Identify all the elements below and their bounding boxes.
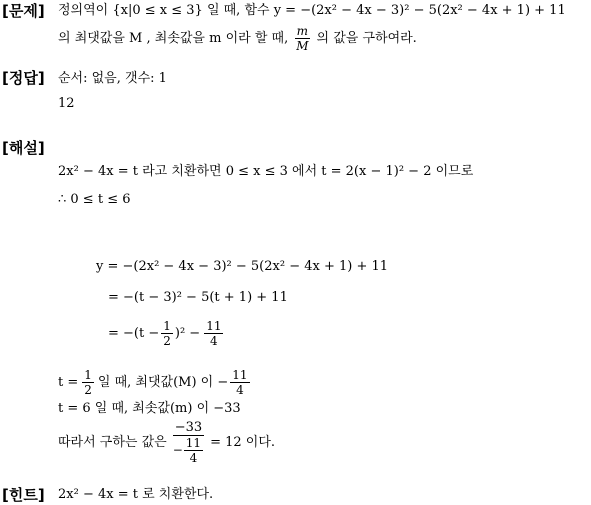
equation-2: = −(t − 3)² − 5(t + 1) + 11 — [108, 290, 288, 305]
problem-fraction — [294, 25, 310, 52]
equation-3-half-numerator: 1 — [163, 318, 171, 333]
equation-3-eleven-denominator: 4 — [210, 333, 218, 348]
equation-3 — [108, 314, 224, 352]
max-line-text-a: t = — [58, 374, 79, 390]
equation-1: y = −(2x² − 4x − 3)² − 5(2x² − 4x + 1) + 11 — [96, 259, 389, 274]
problem-fraction-denominator: M — [296, 38, 309, 53]
equation-3-fraction-eleven-quarters — [204, 320, 223, 347]
max-line-half-denominator: 2 — [84, 382, 92, 397]
max-line-fraction-half — [82, 369, 94, 396]
hint-label: [힌트] — [2, 486, 45, 504]
answer-label: [정답] — [2, 69, 45, 87]
equation-3-text-b: )² − — [174, 325, 201, 341]
final-denominator-denominator: 4 — [189, 450, 198, 465]
equation-3-fraction-half — [161, 320, 173, 347]
equation-3-half-denominator: 2 — [163, 333, 171, 348]
final-complex-fraction — [171, 421, 206, 464]
final-line-text-b: = 12 이다. — [210, 434, 276, 450]
max-line-fraction-eleven-quarters — [230, 369, 249, 396]
equation-3-text-a: = −(t − — [108, 325, 160, 341]
problem-fraction-numerator: m — [296, 23, 309, 38]
final-line — [58, 414, 275, 470]
max-line — [58, 364, 251, 400]
final-fraction-numerator: −33 — [174, 419, 203, 435]
answer-value: 12 — [58, 96, 75, 111]
max-line-eleven-numerator: 11 — [232, 367, 248, 382]
problem-line-2-text-b: 의 값을 구하여라. — [316, 30, 417, 46]
min-line: t = 6 일 때, 최솟값(m) 이 −33 — [58, 401, 241, 416]
max-line-eleven-denominator: 4 — [236, 382, 244, 397]
final-denominator-sign: − — [172, 443, 183, 457]
problem-label: [문제] — [2, 2, 45, 20]
final-denominator-fraction — [184, 437, 203, 464]
answer-line-1: 순서: 없음, 갯수: 1 — [58, 71, 167, 86]
final-line-text-a: 따라서 구하는 값은 — [58, 434, 167, 450]
final-fraction-denominator — [171, 436, 206, 464]
problem-line-2 — [58, 22, 417, 54]
final-denominator-numerator: 11 — [185, 435, 202, 450]
solution-label: [해설] — [2, 139, 45, 157]
equation-3-eleven-numerator: 11 — [206, 318, 222, 333]
max-line-half-numerator: 1 — [84, 367, 92, 382]
problem-line-2-text-a: 의 최댓값을 M , 최솟값을 m 이라 할 때, — [58, 30, 289, 46]
max-line-text-b: 일 때, 최댓값(M) 이 − — [97, 374, 229, 390]
hint-line: 2x² − 4x = t 로 치환한다. — [58, 487, 214, 502]
solution-line-2: ∴ 0 ≤ t ≤ 6 — [58, 192, 131, 207]
solution-line-1: 2x² − 4x = t 라고 치환하면 0 ≤ x ≤ 3 에서 t = 2(x − 1)² − 2 이므로 — [58, 164, 474, 179]
problem-line-1: 정의역이 {x|0 ≤ x ≤ 3} 일 때, 함수 y = −(2x² − 4x − 3)² − 5(2x² − 4x + 1) + 11 — [58, 3, 566, 18]
